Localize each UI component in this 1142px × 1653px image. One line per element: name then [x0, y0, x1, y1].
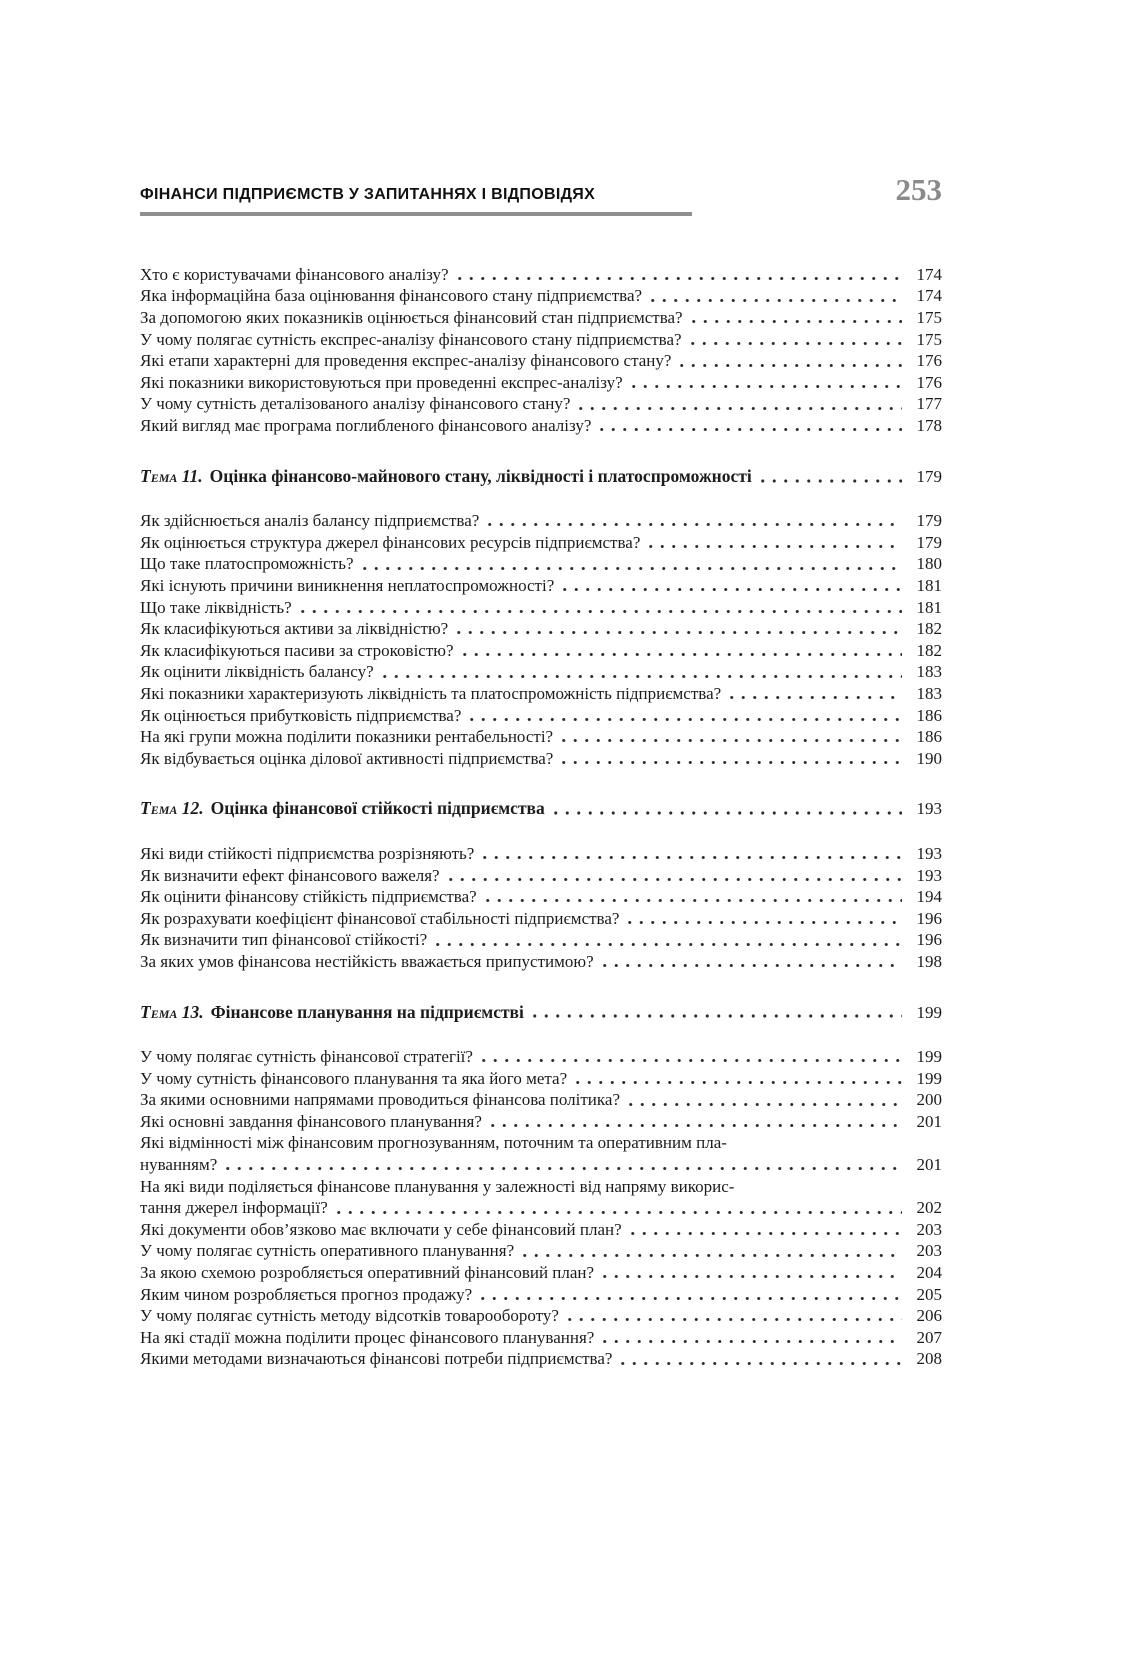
toc-entry-page: 201	[916, 1155, 942, 1175]
toc-entry-page: 183	[916, 683, 942, 703]
toc-entry	[140, 1284, 942, 1306]
toc-entry	[140, 908, 942, 930]
toc-entry-page: 198	[916, 951, 942, 971]
toc-entry	[140, 285, 942, 307]
toc-entry-text: Якими методами визначаються фінансові потреби підприємства?	[140, 1349, 613, 1369]
dot-leader	[645, 537, 902, 553]
toc-entry	[140, 1068, 942, 1090]
dot-leader	[627, 1224, 902, 1240]
dot-leader	[572, 1073, 902, 1089]
toc-entry-page: 183	[916, 662, 942, 682]
toc-entry	[140, 1154, 942, 1176]
dot-leader	[379, 667, 902, 683]
toc-section	[140, 264, 942, 437]
toc-entry	[140, 705, 942, 727]
dot-leader	[459, 645, 902, 661]
toc-heading	[140, 798, 942, 820]
toc-entry-page: 186	[916, 705, 942, 725]
toc-entry-runover: На які види поділяється фінансове планування у залежності від напряму викорис-	[140, 1176, 735, 1196]
dot-leader	[599, 1332, 902, 1348]
toc-entry-text: За допомогою яких показників оцінюється фінансовий стан підприємства?	[140, 308, 683, 328]
toc-entry-text: Як класифікуються пасиви за строковістю?	[140, 640, 454, 660]
toc-entry-text: Хто є користувачами фінансового аналізу?	[140, 264, 449, 284]
toc-entry	[140, 640, 942, 662]
toc-entry-text: Які етапи характерні для проведення експрес-аналізу фінансового стану?	[140, 351, 672, 371]
dot-leader	[564, 1311, 902, 1327]
dot-leader	[596, 421, 902, 437]
toc-entry	[140, 415, 942, 437]
toc-entry-text: Які документи обов’язково має включати у себе фінансовий план?	[140, 1219, 622, 1239]
dot-leader	[484, 516, 902, 532]
toc-entry-text: Які показники використовуються при проведенні експрес-аналізу?	[140, 372, 623, 392]
toc-heading-page: 179	[916, 466, 942, 486]
toc-entry-text: На які стадії можна поділити процес фінансового планування?	[140, 1327, 595, 1347]
toc-entry-text: Що таке ліквідність?	[140, 597, 292, 617]
toc-entry	[140, 1046, 942, 1068]
dot-leader	[482, 892, 902, 908]
toc-entry-text: У чому сутність фінансового планування та яка його мета?	[140, 1068, 568, 1088]
toc-entry-page: 175	[916, 308, 942, 328]
dot-leader	[625, 1095, 902, 1111]
toc-entry-page: 200	[916, 1090, 942, 1110]
dot-leader	[647, 291, 902, 307]
toc-heading-label: Тема 12.	[140, 798, 204, 819]
toc-entry	[140, 553, 942, 575]
toc-entry	[140, 307, 942, 329]
toc-entry-text: Яка інформаційна база оцінювання фінансового стану підприємства?	[140, 286, 643, 306]
toc-entry-page: 176	[916, 372, 942, 392]
toc-entry	[140, 1197, 942, 1219]
toc-entry	[140, 618, 942, 640]
toc-entry	[140, 951, 942, 973]
toc-entry-page: 196	[916, 908, 942, 928]
toc-entry-page: 201	[916, 1111, 942, 1131]
toc-entry-page: 203	[916, 1241, 942, 1261]
toc-entry-runover-row	[140, 1176, 942, 1198]
toc-entry	[140, 510, 942, 532]
toc-entry-text: Як класифікуються активи за ліквідністю?	[140, 619, 449, 639]
dot-leader	[479, 848, 902, 864]
toc-entry-page: 179	[916, 511, 942, 531]
toc	[140, 264, 942, 1370]
toc-entry-page: 194	[916, 887, 942, 907]
toc-entry-page: 178	[916, 416, 942, 436]
dot-leader	[687, 334, 902, 350]
toc-heading-title: Оцінка фінансової стійкості підприємства	[210, 798, 545, 819]
toc-entry	[140, 597, 942, 619]
toc-entry-text: У чому полягає сутність експрес-аналізу фінансового стану підприємства?	[140, 329, 682, 349]
toc-entry-text: У чому полягає сутність фінансової стратегії?	[140, 1047, 473, 1067]
dot-leader	[688, 313, 902, 329]
toc-entry-runover: Які відмінності між фінансовим прогнозуванням, поточним та оперативним пла-	[140, 1133, 727, 1153]
toc-entry	[140, 1348, 942, 1370]
dot-leader	[676, 356, 902, 372]
toc-entry	[140, 1089, 942, 1111]
toc-entry-page: 202	[916, 1198, 942, 1218]
toc-entry	[140, 350, 942, 372]
toc-entry-text: За яких умов фінансова нестійкість вважається припустимою?	[140, 951, 594, 971]
toc-section	[140, 1002, 942, 1371]
toc-entry-text: Яким чином розробляється прогноз продажу?	[140, 1284, 473, 1304]
page-number: 253	[895, 172, 942, 207]
header-row	[140, 172, 942, 207]
running-title: ФІНАНСИ ПІДПРИЄМСТВ У ЗАПИТАННЯХ І ВІДПОВІДЯХ	[140, 186, 596, 204]
toc-entry-text: Які показники характеризують ліквідність та платоспроможність підприємства?	[140, 683, 722, 703]
toc-entry-page: 203	[916, 1219, 942, 1239]
toc-entry	[140, 532, 942, 554]
toc-entry-page: 190	[916, 748, 942, 768]
toc-entry-text: Як оцінити ліквідність балансу?	[140, 662, 374, 682]
toc-section	[140, 466, 942, 770]
toc-entry-text: У чому полягає сутність оперативного планування?	[140, 1241, 515, 1261]
dot-leader	[432, 935, 902, 951]
dot-leader	[529, 1006, 902, 1023]
toc-entry-text: Як визначити тип фінансової стійкості?	[140, 930, 428, 950]
toc-entry-page: 177	[916, 394, 942, 414]
toc-entry-text: Як оцінюється прибутковість підприємства?	[140, 705, 462, 725]
toc-entry-text: Як оцінити фінансову стійкість підприємства?	[140, 887, 477, 907]
toc-entry-text: Як здійснюється аналіз балансу підприємства?	[140, 511, 480, 531]
toc-entry-page: 180	[916, 554, 942, 574]
toc-entry-page: 196	[916, 930, 942, 950]
toc-entry-text: Який вигляд має програма поглибленого фінансового аналізу?	[140, 416, 592, 436]
toc-entry	[140, 683, 942, 705]
toc-entry-text: У чому сутність деталізованого аналізу фінансового стану?	[140, 394, 571, 414]
dot-leader	[628, 377, 902, 393]
dot-leader	[359, 559, 902, 575]
toc-heading-page: 193	[916, 799, 942, 819]
header-divider	[140, 212, 692, 216]
toc-entry-text: Як відбувається оцінка ділової активності підприємства?	[140, 748, 554, 768]
dot-leader	[466, 710, 902, 726]
toc-entry	[140, 661, 942, 683]
toc-heading-page: 199	[916, 1002, 942, 1022]
toc-entry-text: За якими основними напрямами проводиться фінансова політика?	[140, 1090, 621, 1110]
toc-entry-page: 204	[916, 1263, 942, 1283]
toc-entry-page: 181	[916, 597, 942, 617]
dot-leader	[550, 803, 902, 820]
toc-entry-page: 186	[916, 727, 942, 747]
toc-entry	[140, 329, 942, 351]
toc-entry-text: У чому полягає сутність методу відсотків товарообороту?	[140, 1306, 559, 1326]
toc-entry-page: 175	[916, 329, 942, 349]
toc-entry	[140, 393, 942, 415]
toc-entry-runover-row	[140, 1132, 942, 1154]
toc-entry-text: Які існують причини виникнення неплатоспроможності?	[140, 576, 555, 596]
toc-entry-page: 193	[916, 865, 942, 885]
toc-heading-label: Тема 11.	[140, 465, 203, 486]
dot-leader	[624, 913, 902, 929]
dot-leader	[454, 269, 902, 285]
toc-entry	[140, 1327, 942, 1349]
toc-entry	[140, 1240, 942, 1262]
toc-entry	[140, 726, 942, 748]
dot-leader	[333, 1203, 902, 1219]
toc-entry	[140, 372, 942, 394]
toc-entry	[140, 865, 942, 887]
toc-entry-page: 174	[916, 286, 942, 306]
dot-leader	[477, 1289, 902, 1305]
toc-entry-page: 193	[916, 843, 942, 863]
dot-leader	[757, 471, 902, 488]
toc-entry-text: нуванням?	[140, 1155, 218, 1175]
dot-leader	[599, 1268, 902, 1284]
toc-entry-page: 207	[916, 1327, 942, 1347]
toc-entry-text: На які групи можна поділити показники рентабельності?	[140, 727, 554, 747]
dot-leader	[445, 870, 902, 886]
toc-entry-page: 174	[916, 264, 942, 284]
toc-entry-page: 199	[916, 1068, 942, 1088]
page-header	[140, 172, 942, 216]
toc-heading-title: Оцінка фінансово-майнового стану, ліквідності і платоспроможності	[209, 465, 752, 486]
dot-leader	[559, 580, 902, 596]
toc-entry-page: 181	[916, 576, 942, 596]
dot-leader	[519, 1246, 902, 1262]
toc-entry	[140, 886, 942, 908]
dot-leader	[297, 602, 902, 618]
toc-entry-page: 199	[916, 1047, 942, 1067]
dot-leader	[726, 688, 902, 704]
toc-entry-text: Як визначити ефект фінансового важеля?	[140, 865, 440, 885]
toc-entry-text: Як оцінюється структура джерел фінансових ресурсів підприємства?	[140, 532, 641, 552]
toc-heading-title: Фінансове планування на підприємстві	[210, 1001, 524, 1022]
toc-entry	[140, 929, 942, 951]
toc-entry-page: 208	[916, 1349, 942, 1369]
toc-entry-page: 182	[916, 640, 942, 660]
toc-entry-text: тання джерел інформації?	[140, 1198, 328, 1218]
toc-entry-text: Що таке платоспроможність?	[140, 554, 354, 574]
toc-entry-page: 206	[916, 1306, 942, 1326]
toc-entry	[140, 1219, 942, 1241]
toc-entry-text: Як розрахувати коефіцієнт фінансової стабільності підприємства?	[140, 908, 620, 928]
dot-leader	[478, 1052, 902, 1068]
toc-heading	[140, 1002, 942, 1024]
dot-leader	[558, 753, 902, 769]
toc-entry-page: 179	[916, 532, 942, 552]
dot-leader	[617, 1354, 902, 1370]
toc-entry	[140, 843, 942, 865]
toc-entry-page: 182	[916, 619, 942, 639]
toc-entry-page: 176	[916, 351, 942, 371]
toc-heading	[140, 466, 942, 488]
toc-entry-text: Які види стійкості підприємства розрізняють?	[140, 843, 475, 863]
toc-entry-text: За якою схемою розробляється оперативний фінансовий план?	[140, 1263, 595, 1283]
toc-section	[140, 798, 942, 972]
dot-leader	[558, 732, 902, 748]
dot-leader	[487, 1116, 902, 1132]
toc-entry	[140, 264, 942, 286]
toc-entry-text: Які основні завдання фінансового планування?	[140, 1111, 482, 1131]
dot-leader	[599, 956, 902, 972]
toc-entry	[140, 575, 942, 597]
toc-entry	[140, 748, 942, 770]
toc-heading-label: Тема 13.	[140, 1001, 204, 1022]
toc-entry-page: 205	[916, 1284, 942, 1304]
toc-entry	[140, 1305, 942, 1327]
toc-entry	[140, 1111, 942, 1133]
toc-entry	[140, 1262, 942, 1284]
dot-leader	[453, 624, 902, 640]
dot-leader	[575, 399, 902, 415]
dot-leader	[222, 1160, 902, 1176]
